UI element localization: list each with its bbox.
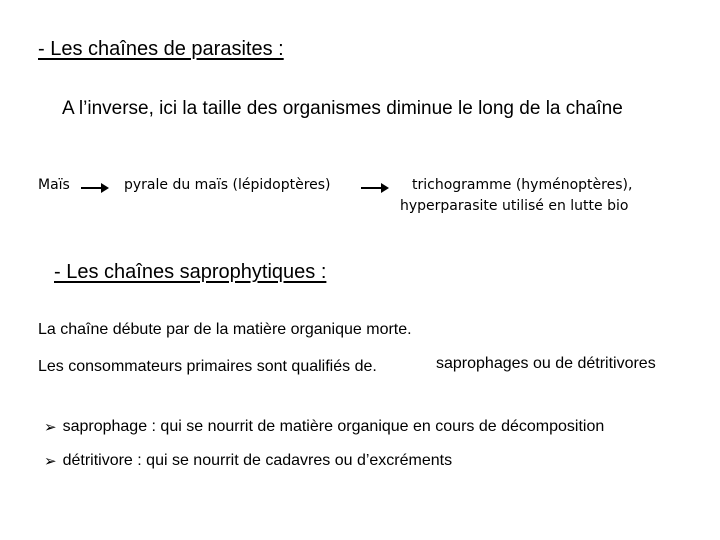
bullet-item [44, 418, 604, 436]
text-line-debut: La chaîne débute par de la matière organique morte. [38, 321, 412, 338]
arrowhead-bullet-icon: ➢ [44, 419, 57, 436]
chain-item-mais: Maïs [38, 177, 70, 193]
text-line-consommateurs: Les consommateurs primaires sont qualifiés de. [38, 358, 377, 375]
chain-item-trichogramme: trichogramme (hyménoptères), [412, 177, 633, 193]
bullet-text: saprophage : qui se nourrit de matière organique en cours de décomposition [62, 418, 605, 435]
bullet-item [44, 452, 452, 470]
bullet-text: détritivore : qui se nourrit de cadavres ou d’excréments [62, 452, 453, 469]
section-title-saprophytiques: - Les chaînes saprophytiques : [54, 261, 327, 283]
text-answer: saprophages ou de détritivores [436, 355, 656, 372]
section-title-parasites: - Les chaînes de parasites : [38, 38, 284, 60]
chain-item-trichogramme-detail: hyperparasite utilisé en lutte bio [400, 198, 629, 214]
lead-sentence: A l’inverse, ici la taille des organismes diminue le long de la chaîne [62, 98, 623, 119]
arrow-right-icon [360, 182, 390, 194]
arrow-right-icon [80, 182, 110, 194]
arrowhead-bullet-icon: ➢ [44, 453, 57, 470]
chain-item-pyrale: pyrale du maïs (lépidoptères) [124, 177, 331, 193]
